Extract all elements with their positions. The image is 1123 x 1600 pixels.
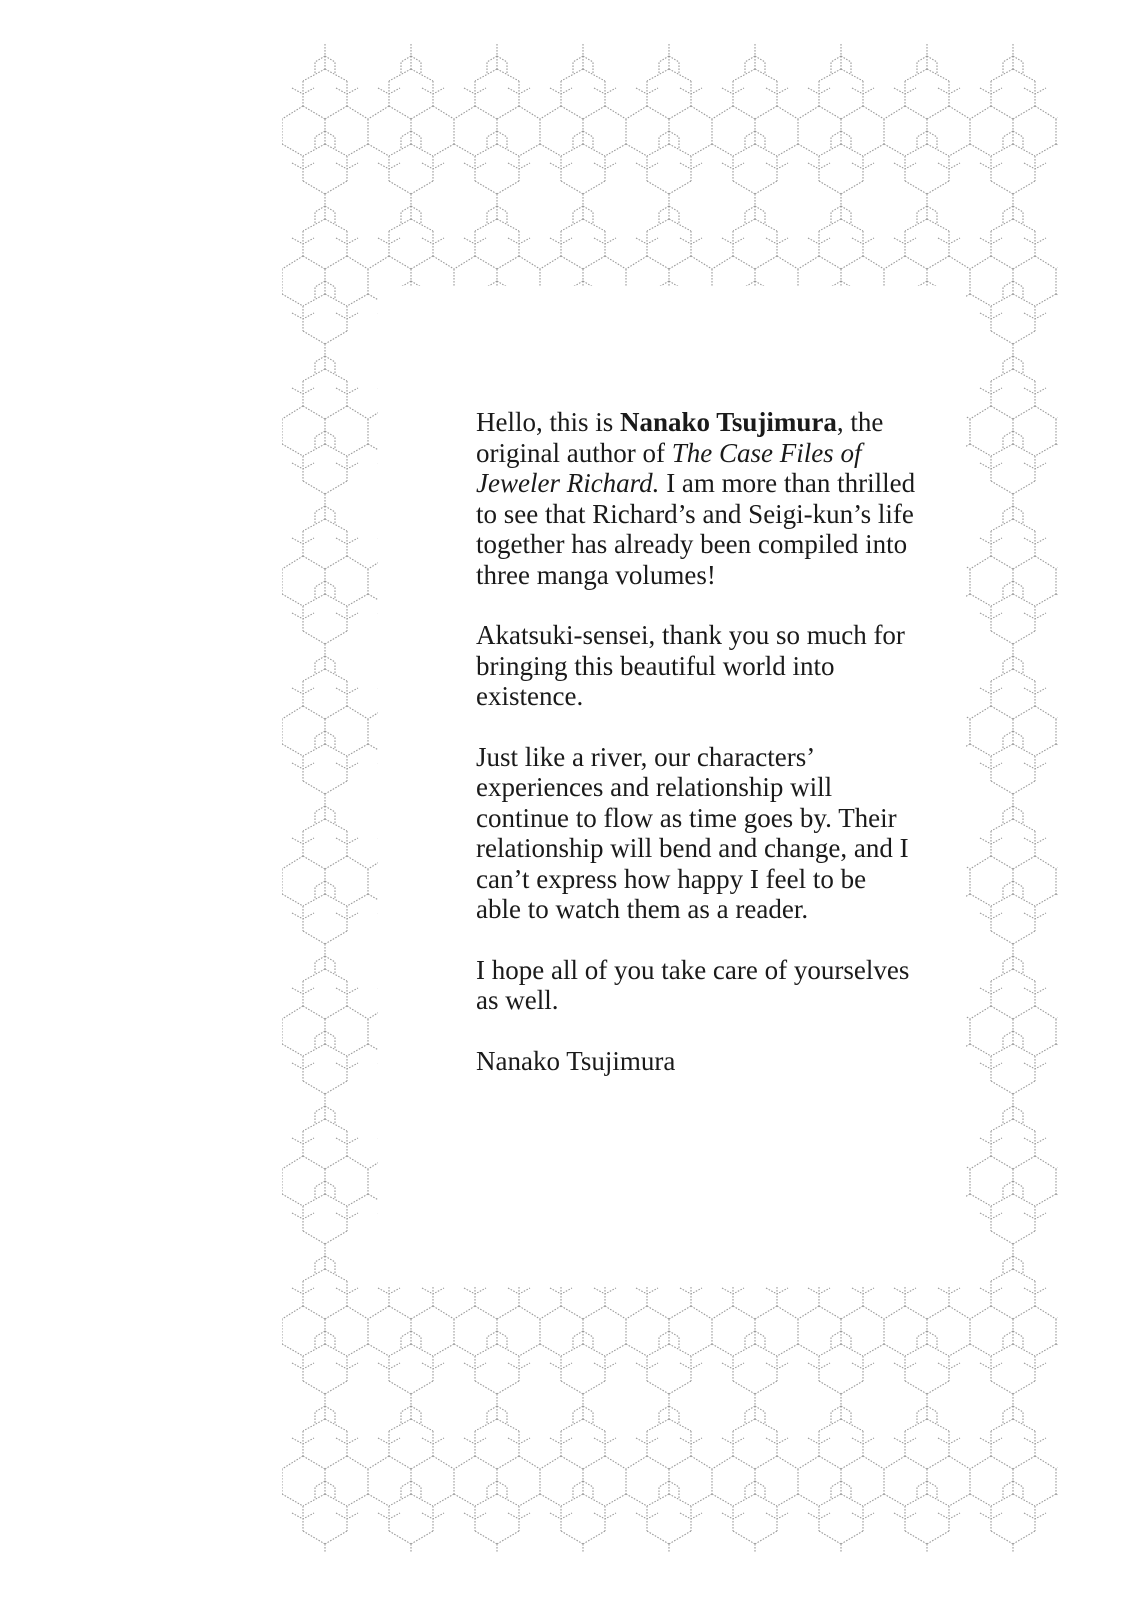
para1-suffix: I am more than thrilled to see that Richard’s and Seigi-kun’s life together has already been compiled into three manga volumes! <box>476 468 916 590</box>
author-letter <box>476 407 916 1106</box>
para1-prefix: Hello, this is <box>476 407 621 437</box>
letter-paragraph-3: Just like a river, our characters’ experiences and relationship will continue to flow as time goes by. Their relationship will bend and change, and I can’t express how happy I feel to be able to watch them as a reader. <box>476 741 909 924</box>
letter-paragraph-1 <box>476 407 916 590</box>
para1-mid: , the original author of <box>476 407 884 468</box>
letter-paragraph-4: I hope all of you take care of yourselves as well. <box>476 954 910 1015</box>
author-name-bold: Nanako Tsujimura <box>620 407 837 437</box>
book-title-italic: The Case Files of Jeweler Richard. <box>476 437 862 498</box>
letter-paragraph-2: Akatsuki-sensei, thank you so much for bringing this beautiful world into existence. <box>476 620 905 711</box>
signature: Nanako Tsujimura <box>476 1045 676 1076</box>
